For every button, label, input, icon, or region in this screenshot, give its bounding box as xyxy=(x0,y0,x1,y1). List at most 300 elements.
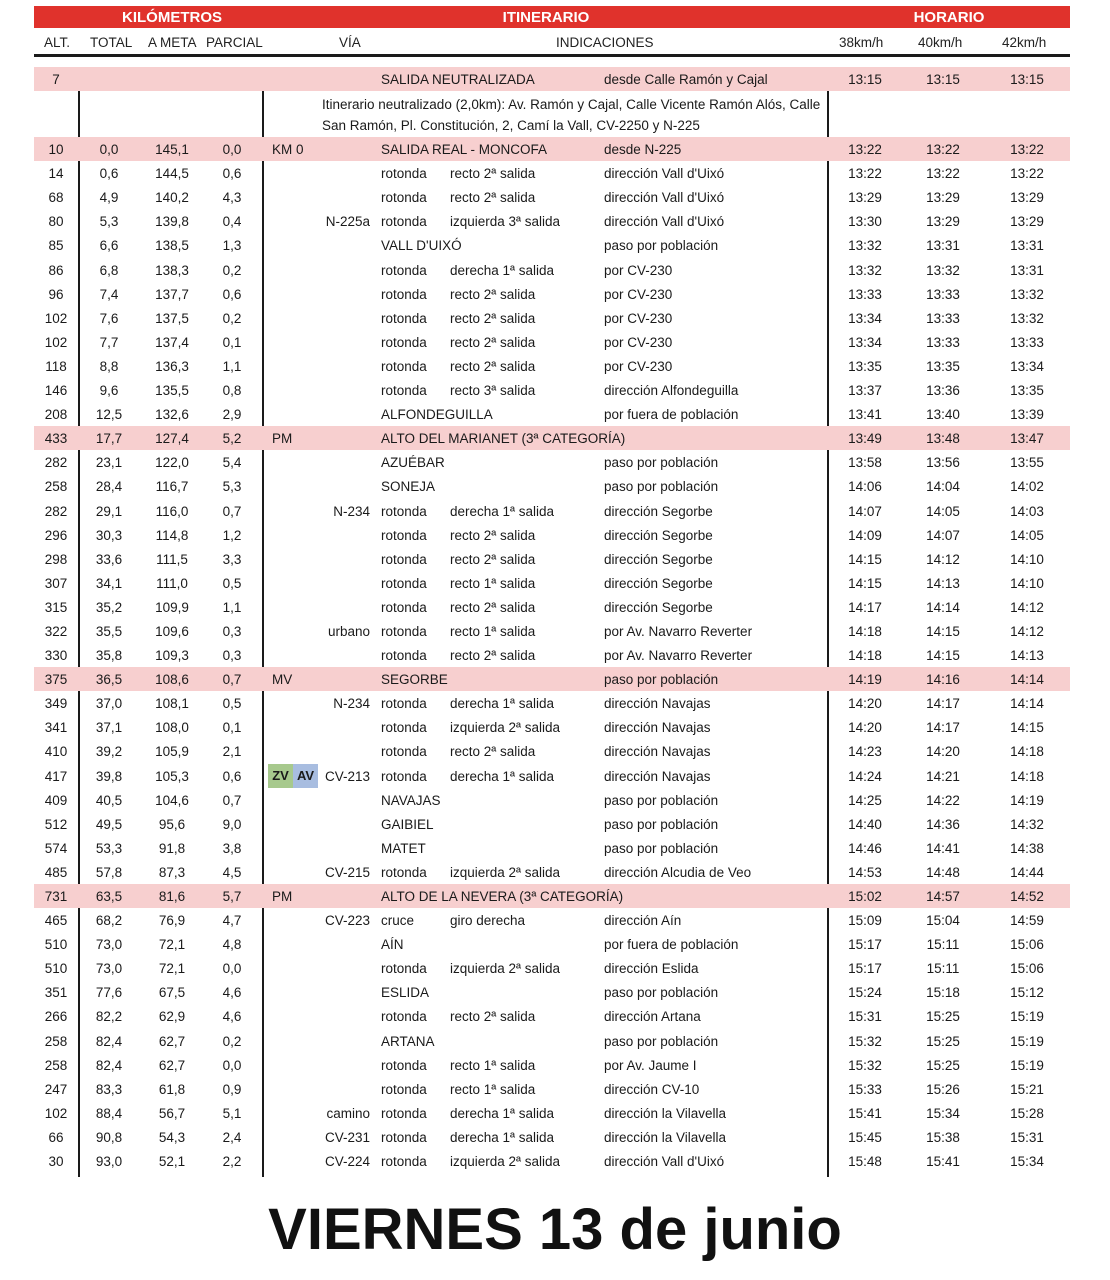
cell-time-42kmh: 14:14 xyxy=(1010,696,1044,712)
cell-destination: dirección Navajas xyxy=(604,696,711,712)
cell-km-to-finish: 116,7 xyxy=(155,479,189,495)
cell-instruction: SALIDA NEUTRALIZADA xyxy=(381,72,535,87)
table-header-band xyxy=(34,6,1070,28)
cell-partial-km: 5,7 xyxy=(222,889,242,904)
table-row xyxy=(34,1077,1070,1101)
cell-km-to-finish: 137,5 xyxy=(155,310,189,326)
cell-instruction: rotonda xyxy=(381,1154,427,1170)
cell-partial-km: 0,6 xyxy=(222,286,242,302)
cell-partial-km: 0,3 xyxy=(222,623,242,639)
cell-time-40kmh: 13:48 xyxy=(926,431,960,447)
cell-km-to-finish: 136,3 xyxy=(155,358,189,374)
cell-km-to-finish: 105,9 xyxy=(155,744,189,760)
cell-km-to-finish: 135,5 xyxy=(155,383,189,399)
cell-direction: recto 2ª salida xyxy=(450,1009,536,1025)
cell-instruction: rotonda xyxy=(381,744,427,760)
cell-time-42kmh: 13:47 xyxy=(1010,431,1044,447)
table-row xyxy=(34,595,1070,619)
cell-time-38kmh: 15:24 xyxy=(848,985,882,1001)
cell-instruction: rotonda xyxy=(381,383,427,399)
cell-time-42kmh: 15:06 xyxy=(1010,961,1044,977)
cell-time-38kmh: 14:15 xyxy=(848,551,882,567)
cell-total-km: 37,1 xyxy=(95,720,123,736)
table-row xyxy=(34,836,1070,860)
cell-destination: dirección Segorbe xyxy=(604,503,713,519)
cell-instruction: SALIDA REAL - MONCOFA xyxy=(381,142,548,158)
cell-time-40kmh: 14:48 xyxy=(926,864,960,880)
cell-total-km: 35,2 xyxy=(95,599,123,615)
cell-time-42kmh: 14:12 xyxy=(1010,599,1044,615)
cell-time-42kmh: 14:14 xyxy=(1010,672,1044,688)
cell-instruction: rotonda xyxy=(381,358,427,374)
cell-time-40kmh: 13:32 xyxy=(926,262,960,278)
cell-destination: paso por población xyxy=(604,238,719,254)
cell-road: CV-223 xyxy=(324,913,370,929)
cell-altitude: 574 xyxy=(44,840,68,856)
cell-time-38kmh: 13:22 xyxy=(848,166,882,182)
cell-instruction: rotonda xyxy=(381,768,427,784)
table-row xyxy=(34,450,1070,474)
cell-direction: recto 2ª salida xyxy=(450,527,536,543)
cell-altitude: 258 xyxy=(44,479,68,495)
cell-total-km: 82,4 xyxy=(95,1057,123,1073)
highlight-row xyxy=(34,667,1070,691)
cell-destination: por fuera de población xyxy=(604,407,739,423)
cell-time-42kmh: 13:31 xyxy=(1010,262,1044,278)
cell-time-38kmh: 14:53 xyxy=(848,864,882,880)
cell-time-38kmh: 14:07 xyxy=(848,503,882,519)
cell-time-42kmh: 13:29 xyxy=(1010,214,1044,230)
cell-altitude: 296 xyxy=(44,527,68,543)
cell-time-38kmh: 13:58 xyxy=(848,455,882,471)
cell-partial-km: 4,5 xyxy=(222,864,242,880)
cell-time-38kmh: 14:25 xyxy=(848,792,882,808)
cell-time-42kmh: 14:03 xyxy=(1010,503,1044,519)
cell-partial-km: 5,2 xyxy=(222,431,242,447)
cell-altitude: 485 xyxy=(44,864,68,880)
cell-km-to-finish: 61,8 xyxy=(158,1081,186,1097)
cell-destination: por Av. Jaume I xyxy=(604,1057,697,1073)
table-row xyxy=(34,1004,1070,1028)
cell-partial-km: 2,2 xyxy=(222,1154,242,1170)
cell-destination: dirección Segorbe xyxy=(604,551,713,567)
cell-direction: recto 2ª salida xyxy=(450,310,536,326)
table-row xyxy=(34,378,1070,402)
cell-total-km: 9,6 xyxy=(99,383,119,399)
cell-partial-km: 0,7 xyxy=(222,503,242,519)
cell-instruction: SEGORBE xyxy=(381,672,448,688)
cell-instruction: rotonda xyxy=(381,696,427,712)
cell-altitude: 14 xyxy=(48,166,64,182)
cell-instruction: rotonda xyxy=(381,334,427,350)
cell-time-40kmh: 14:36 xyxy=(926,816,960,832)
table-row xyxy=(34,233,1070,257)
table-row xyxy=(34,1149,1070,1173)
cell-total-km: 23,1 xyxy=(95,455,123,471)
cell-time-42kmh: 14:15 xyxy=(1010,720,1044,736)
cell-altitude: 258 xyxy=(44,1033,68,1049)
table-row xyxy=(34,1053,1070,1077)
cell-time-40kmh: 14:41 xyxy=(926,840,960,856)
table-row xyxy=(34,788,1070,812)
cell-altitude: 146 xyxy=(44,383,68,399)
cell-time-40kmh: 14:16 xyxy=(926,672,960,688)
cell-total-km: 82,4 xyxy=(95,1033,123,1049)
cell-altitude: 330 xyxy=(44,648,68,664)
cell-direction: derecha 1ª salida xyxy=(450,768,555,784)
cell-destination: desde N-225 xyxy=(604,142,682,158)
cell-partial-km: 0,2 xyxy=(222,262,242,278)
cell-km-to-finish: 67,5 xyxy=(158,985,186,1001)
cell-km-to-finish: 138,3 xyxy=(155,262,189,278)
cell-destination: dirección la Vilavella xyxy=(604,1105,727,1121)
cell-destination: por CV-230 xyxy=(604,310,673,326)
cell-partial-km: 2,4 xyxy=(222,1129,242,1145)
cell-time-42kmh: 14:44 xyxy=(1010,864,1044,880)
cell-time-40kmh: 13:29 xyxy=(926,214,960,230)
cell-instruction: rotonda xyxy=(381,166,427,182)
cell-km-to-finish: 54,3 xyxy=(158,1129,186,1145)
table-row xyxy=(34,547,1070,571)
cell-total-km: 33,6 xyxy=(95,551,123,567)
cell-instruction: SONEJA xyxy=(381,479,436,495)
cell-time-42kmh: 13:35 xyxy=(1010,383,1044,399)
cell-time-40kmh: 14:05 xyxy=(926,503,960,519)
cell-altitude: 258 xyxy=(44,1057,68,1073)
cell-time-42kmh: 13:31 xyxy=(1010,238,1044,254)
cell-km-to-finish: 109,9 xyxy=(155,599,189,615)
cell-km-to-finish: 95,6 xyxy=(158,816,186,832)
cell-time-40kmh: 14:14 xyxy=(926,599,960,615)
cell-destination: dirección Aín xyxy=(604,913,682,929)
cell-instruction: rotonda xyxy=(381,961,427,977)
cell-destination: dirección Segorbe xyxy=(604,575,713,591)
cell-destination: paso por población xyxy=(604,455,719,471)
cell-instruction: rotonda xyxy=(381,527,427,543)
col-speed-40: 40km/h xyxy=(918,35,963,50)
cell-time-40kmh: 15:11 xyxy=(926,961,960,977)
cell-time-40kmh: 14:04 xyxy=(926,479,960,495)
cell-destination: dirección Vall d'Uixó xyxy=(604,166,725,182)
cell-destination: dirección Alcudia de Veo xyxy=(604,864,752,880)
cell-destination: dirección CV-10 xyxy=(604,1081,700,1097)
cell-time-42kmh: 14:52 xyxy=(1010,889,1044,904)
cell-destination: dirección Vall d'Uixó xyxy=(604,190,725,206)
col-parcial: PARCIAL xyxy=(206,35,263,50)
cell-destination: dirección Vall d'Uixó xyxy=(604,214,725,230)
cell-destination: dirección la Vilavella xyxy=(604,1129,727,1145)
table-row xyxy=(34,980,1070,1004)
cell-road: CV-224 xyxy=(324,1154,370,1170)
cell-direction: izquierda 3ª salida xyxy=(450,214,561,230)
cell-instruction: rotonda xyxy=(381,1057,427,1073)
cell-total-km: 29,1 xyxy=(95,503,123,519)
cell-time-38kmh: 13:22 xyxy=(848,142,882,158)
cell-time-40kmh: 14:17 xyxy=(926,696,960,712)
cell-partial-km: 3,8 xyxy=(222,840,242,856)
itinerary-sheet xyxy=(34,6,1070,1173)
header-horario: HORARIO xyxy=(913,9,985,26)
cell-time-38kmh: 15:09 xyxy=(848,913,882,929)
cell-time-38kmh: 14:40 xyxy=(848,816,882,832)
cell-instruction: AZUÉBAR xyxy=(381,455,445,471)
cell-km-to-finish: 91,8 xyxy=(158,840,186,856)
cell-altitude: 315 xyxy=(44,599,68,615)
cell-destination: por Av. Navarro Reverter xyxy=(604,648,753,664)
cell-partial-km: 3,3 xyxy=(222,551,242,567)
cell-road: CV-215 xyxy=(324,864,370,880)
cell-destination: por Av. Navarro Reverter xyxy=(604,623,753,639)
cell-time-42kmh: 14:12 xyxy=(1010,623,1044,639)
cell-time-38kmh: 14:18 xyxy=(848,623,882,639)
cell-km-to-finish: 137,7 xyxy=(155,286,189,302)
table-row xyxy=(34,715,1070,739)
cell-time-42kmh: 15:34 xyxy=(1010,1154,1044,1170)
cell-time-38kmh: 15:17 xyxy=(848,937,882,953)
cell-instruction: rotonda xyxy=(381,503,427,519)
cell-partial-km: 4,6 xyxy=(222,1009,242,1025)
cell-altitude: 731 xyxy=(44,889,68,904)
cell-direction: izquierda 2ª salida xyxy=(450,864,561,880)
col-total: TOTAL xyxy=(90,35,133,50)
cell-total-km: 40,5 xyxy=(95,792,123,808)
col-speed-42: 42km/h xyxy=(1002,35,1047,50)
cell-time-42kmh: 14:10 xyxy=(1010,551,1044,567)
cell-altitude: 465 xyxy=(44,913,68,929)
table-row xyxy=(34,1029,1070,1053)
cell-altitude: 282 xyxy=(44,455,68,471)
cell-total-km: 83,3 xyxy=(95,1081,123,1097)
table-row xyxy=(34,402,1070,426)
cell-km-to-finish: 145,1 xyxy=(155,142,189,158)
cell-instruction: ALTO DE LA NEVERA (3ª CATEGORÍA) xyxy=(381,889,624,904)
table-row xyxy=(34,258,1070,282)
cell-km-to-finish: 108,0 xyxy=(155,720,189,736)
cell-total-km: 90,8 xyxy=(95,1129,123,1145)
cell-direction: derecha 1ª salida xyxy=(450,1129,555,1145)
cell-destination: por CV-230 xyxy=(604,334,673,350)
cell-instruction: ALTO DEL MARIANET (3ª CATEGORÍA) xyxy=(381,431,626,447)
table-row xyxy=(34,330,1070,354)
cell-road: N-225a xyxy=(325,214,370,230)
cell-total-km: 0,0 xyxy=(99,142,119,158)
cell-direction: recto 2ª salida xyxy=(450,286,536,302)
cell-partial-km: 1,1 xyxy=(222,599,242,615)
cell-destination: paso por población xyxy=(604,816,719,832)
table-row xyxy=(34,209,1070,233)
cell-time-40kmh: 13:33 xyxy=(926,286,960,302)
cell-time-42kmh: 13:39 xyxy=(1010,407,1044,423)
cell-partial-km: 4,6 xyxy=(222,985,242,1001)
cell-total-km: 37,0 xyxy=(95,696,123,712)
cell-total-km: 6,6 xyxy=(99,238,119,254)
cell-altitude: 118 xyxy=(45,358,67,374)
cell-partial-km: 4,3 xyxy=(222,190,242,206)
cell-altitude: 375 xyxy=(44,672,68,688)
cell-time-38kmh: 13:35 xyxy=(848,358,882,374)
cell-instruction: cruce xyxy=(381,913,415,929)
cell-altitude: 322 xyxy=(44,623,68,639)
cell-km-to-finish: 56,7 xyxy=(158,1105,186,1121)
cell-partial-km: 4,8 xyxy=(222,937,242,953)
cell-time-40kmh: 15:34 xyxy=(926,1105,960,1121)
cell-total-km: 57,8 xyxy=(95,864,123,880)
cell-altitude: 349 xyxy=(44,696,68,712)
col-alt: ALT. xyxy=(44,35,71,50)
cell-km-to-finish: 132,6 xyxy=(155,407,189,423)
cell-time-42kmh: 15:19 xyxy=(1010,1033,1044,1049)
cell-direction: recto 1ª salida xyxy=(450,623,536,639)
cell-instruction: rotonda xyxy=(381,623,427,639)
cell-destination: paso por población xyxy=(604,792,719,808)
cell-altitude: 409 xyxy=(44,792,68,808)
cell-time-42kmh: 13:29 xyxy=(1010,190,1044,206)
cell-km-to-finish: 62,9 xyxy=(158,1009,186,1025)
cell-destination: dirección Artana xyxy=(604,1009,701,1025)
cell-total-km: 53,3 xyxy=(95,840,123,856)
cell-total-km: 8,8 xyxy=(99,358,119,374)
cell-total-km: 73,0 xyxy=(95,961,123,977)
cell-partial-km: 0,5 xyxy=(222,575,242,591)
cell-km-to-finish: 104,6 xyxy=(155,792,189,808)
cell-instruction: ARTANA xyxy=(381,1033,435,1049)
cell-km-to-finish: 72,1 xyxy=(158,937,186,953)
cell-altitude: 68 xyxy=(48,190,64,206)
cell-time-40kmh: 14:21 xyxy=(926,768,960,784)
cell-destination: por CV-230 xyxy=(604,358,673,374)
cell-time-40kmh: 15:18 xyxy=(926,985,960,1001)
cell-km-to-finish: 138,5 xyxy=(155,238,189,254)
cell-total-km: 17,7 xyxy=(95,431,123,447)
cell-time-38kmh: 13:32 xyxy=(848,238,882,254)
cell-time-42kmh: 13:55 xyxy=(1010,455,1044,471)
table-row xyxy=(34,306,1070,330)
cell-partial-km: 0,0 xyxy=(222,142,242,158)
cell-instruction: rotonda xyxy=(381,720,427,736)
cell-partial-km: 4,7 xyxy=(222,913,242,929)
cell-time-40kmh: 13:22 xyxy=(926,142,960,158)
cell-time-40kmh: 15:11 xyxy=(926,937,960,953)
cell-altitude: 85 xyxy=(48,238,64,254)
cell-km-to-finish: 105,3 xyxy=(155,768,189,784)
table-row xyxy=(34,161,1070,185)
highlight-row xyxy=(34,67,1070,91)
cell-altitude: 282 xyxy=(44,503,68,519)
cell-time-42kmh: 14:38 xyxy=(1010,840,1044,856)
cell-time-40kmh: 13:15 xyxy=(926,72,960,87)
cell-total-km: 73,0 xyxy=(95,937,123,953)
cell-instruction: ALFONDEGUILLA xyxy=(381,407,493,423)
column-subheader xyxy=(34,28,1070,57)
highlight-row xyxy=(34,884,1070,908)
table-row xyxy=(34,812,1070,836)
cell-time-38kmh: 13:41 xyxy=(848,407,882,423)
cell-time-40kmh: 15:25 xyxy=(926,1057,960,1073)
cell-partial-km: 5,4 xyxy=(222,455,242,471)
cell-partial-km: 0,2 xyxy=(222,1033,242,1049)
cell-time-38kmh: 13:15 xyxy=(848,72,882,87)
cell-km-to-finish: 62,7 xyxy=(158,1057,186,1073)
cell-total-km: 82,2 xyxy=(95,1009,123,1025)
cell-total-km: 7,7 xyxy=(99,334,119,350)
cell-destination: dirección Alfondeguilla xyxy=(604,383,739,399)
cell-time-38kmh: 14:15 xyxy=(848,575,882,591)
cell-time-40kmh: 14:15 xyxy=(926,623,960,639)
cell-time-42kmh: 15:21 xyxy=(1010,1081,1044,1097)
cell-time-40kmh: 14:12 xyxy=(926,551,960,567)
cell-total-km: 28,4 xyxy=(95,479,123,495)
cell-time-42kmh: 13:34 xyxy=(1010,358,1044,374)
cell-partial-km: 2,1 xyxy=(222,744,242,760)
cell-destination: paso por población xyxy=(604,1033,719,1049)
cell-destination: dirección Segorbe xyxy=(604,599,713,615)
cell-altitude: 510 xyxy=(44,961,68,977)
cell-time-42kmh: 14:18 xyxy=(1010,744,1044,760)
cell-destination: dirección Eslida xyxy=(604,961,699,977)
cell-total-km: 7,6 xyxy=(99,310,119,326)
header-kilometros: KILÓMETROS xyxy=(122,9,222,26)
cell-total-km: 77,6 xyxy=(95,985,123,1001)
cell-instruction: VALL D'UIXÓ xyxy=(381,238,462,254)
cell-altitude: 512 xyxy=(44,816,68,832)
cell-km-to-finish: 81,6 xyxy=(158,889,186,904)
itinerary-note-row xyxy=(34,91,1070,137)
zv-badge: ZV xyxy=(268,764,293,788)
table-row xyxy=(34,1125,1070,1149)
cell-instruction: rotonda xyxy=(381,1081,427,1097)
cell-altitude: 10 xyxy=(48,142,64,158)
table-row xyxy=(34,908,1070,932)
cell-partial-km: 1,1 xyxy=(222,358,242,374)
cell-time-42kmh: 13:32 xyxy=(1010,286,1044,302)
cell-time-40kmh: 15:26 xyxy=(926,1081,960,1097)
cell-instruction: ESLIDA xyxy=(381,985,430,1001)
col-speed-38: 38km/h xyxy=(839,35,884,50)
cell-time-38kmh: 14:46 xyxy=(848,840,882,856)
cell-km-to-finish: 116,0 xyxy=(155,503,189,519)
cell-altitude: 433 xyxy=(44,431,68,447)
cell-time-40kmh: 14:22 xyxy=(926,792,960,808)
cell-instruction: rotonda xyxy=(381,214,427,230)
cell-road: N-234 xyxy=(333,503,370,519)
cell-partial-km: 1,2 xyxy=(222,527,242,543)
cell-altitude: 7 xyxy=(52,72,60,87)
cell-total-km: 36,5 xyxy=(95,672,123,688)
cell-time-40kmh: 15:25 xyxy=(926,1033,960,1049)
cell-time-38kmh: 13:49 xyxy=(848,431,882,447)
cell-altitude: 102 xyxy=(44,334,68,350)
itinerary-note: Itinerario neutralizado (2,0km): Av. Ramón y Cajal, Calle Vicente Ramón Alós, Calle San Ramón, Pl. Constitución, 2, Camí la Vall, CV-2250 y N-225 xyxy=(322,97,821,134)
cell-marker-code: PM xyxy=(272,431,293,447)
cell-direction: recto 2ª salida xyxy=(450,744,536,760)
header-itinerario: ITINERARIO xyxy=(502,9,590,26)
cell-partial-km: 0,1 xyxy=(222,334,242,350)
cell-total-km: 34,1 xyxy=(95,575,123,591)
cell-total-km: 0,6 xyxy=(99,166,119,182)
cell-time-38kmh: 15:31 xyxy=(848,1009,882,1025)
cell-total-km: 7,4 xyxy=(99,286,119,302)
cell-time-42kmh: 15:19 xyxy=(1010,1057,1044,1073)
cell-time-42kmh: 14:32 xyxy=(1010,816,1044,832)
cell-direction: recto 2ª salida xyxy=(450,334,536,350)
table-row xyxy=(34,643,1070,667)
cell-instruction: rotonda xyxy=(381,310,427,326)
cell-direction: recto 2ª salida xyxy=(450,551,536,567)
cell-time-38kmh: 14:20 xyxy=(848,696,882,712)
cell-time-38kmh: 15:02 xyxy=(848,889,882,904)
cell-km-to-finish: 76,9 xyxy=(158,913,186,929)
cell-total-km: 30,3 xyxy=(95,527,123,543)
